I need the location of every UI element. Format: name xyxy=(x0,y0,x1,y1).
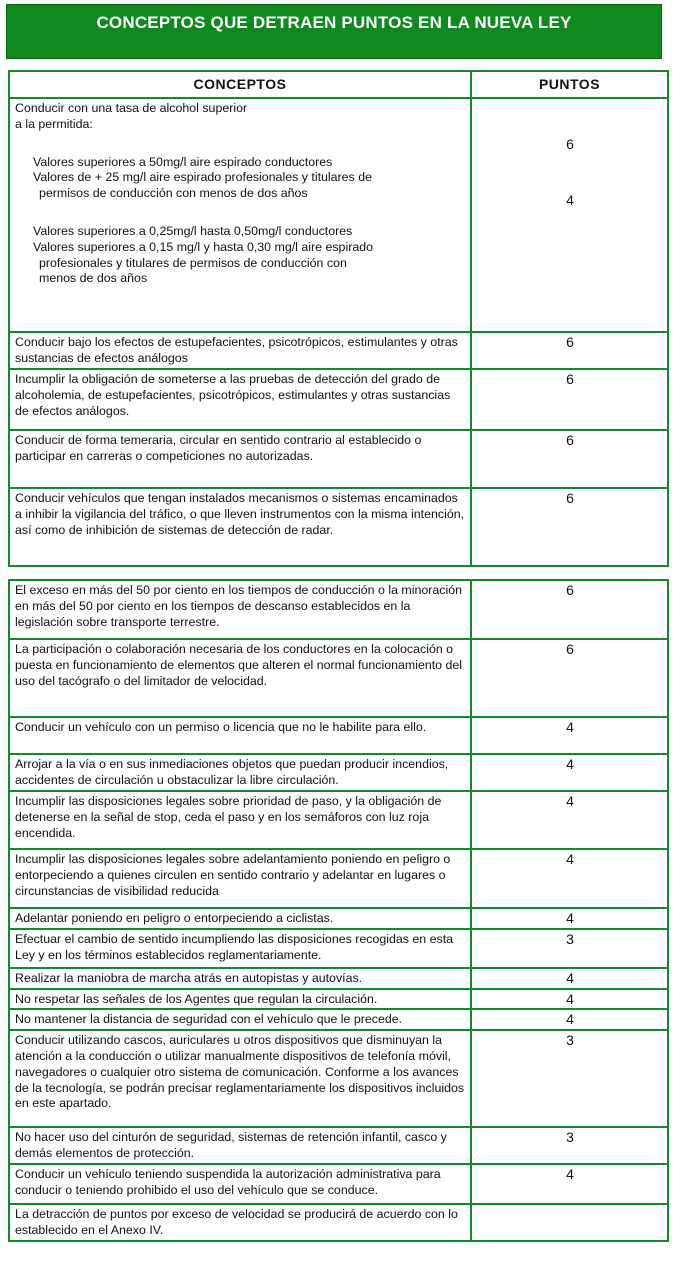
table-row xyxy=(9,754,668,791)
alcohol-concept-cell xyxy=(9,98,471,332)
table-row xyxy=(9,430,668,488)
table-row xyxy=(9,908,668,929)
points-cell: 4 xyxy=(471,754,668,791)
concept-cell: Conducir vehículos que tengan instalados mecanismos o sistemas encaminados a inhibir la vigilancia del tráfico, o que lleven instrumentos con la misma intención, así como de inhibición de sistemas de detección de radar. xyxy=(9,488,471,566)
concept-cell: Realizar la maniobra de marcha atrás en autopistas y autovías. xyxy=(9,968,471,989)
points-column-header: PUNTOS xyxy=(471,71,668,98)
points-cell: 3 xyxy=(471,1030,668,1127)
concept-cell: Arrojar a la vía o en sus inmediaciones objetos que puedan producir incendios, accidentes de circulación u obstaculizar la libre circulación. xyxy=(9,754,471,791)
table-row xyxy=(9,849,668,908)
table-row xyxy=(9,989,668,1010)
concept-cell: Conducir de forma temeraria, circular en sentido contrario al establecido o participar en carreras o competiciones no autorizadas. xyxy=(9,430,471,488)
concept-cell: Conducir bajo los efectos de estupefacientes, psicotrópicos, estimulantes y otras sustancias de efectos análogos xyxy=(9,332,471,369)
concept-cell: La detracción de puntos por exceso de velocidad se producirá de acuerdo con lo establecido en el Anexo IV. xyxy=(9,1204,471,1241)
concept-cell: Incumplir la obligación de someterse a las pruebas de detección del grado de alcoholemia, de estupefacientes, psicotrópicos, estimulantes y otras sustancias de efectos análogos. xyxy=(9,369,471,430)
concepts-column-header: CONCEPTOS xyxy=(9,71,471,98)
points-cell: 4 xyxy=(471,968,668,989)
alcohol-line-4: Valores superiores a 0,25mg/l hasta 0,50mg/l conductores xyxy=(33,223,353,238)
alcohol-line-1: Valores superiores a 50mg/l aire espirado conductores xyxy=(33,154,333,169)
alcohol-line-6: profesionales y titulares de permisos de conducción con xyxy=(39,255,347,270)
table-row xyxy=(9,369,668,430)
alcohol-line-3: permisos de conducción con menos de dos años xyxy=(39,186,308,201)
points-cell: 6 xyxy=(471,488,668,566)
table-row xyxy=(9,580,668,639)
alcohol-points-second: 4 xyxy=(566,191,574,208)
points-cell: 6 xyxy=(471,332,668,369)
points-cell: 4 xyxy=(471,989,668,1010)
concept-cell: Conducir un vehículo con un permiso o licencia que no le habilite para ello. xyxy=(9,717,471,754)
alcohol-points-first: 6 xyxy=(566,136,574,152)
points-cell: 6 xyxy=(471,430,668,488)
page-title-banner xyxy=(6,4,662,59)
concept-cell: No respetar las señales de los Agentes que regulan la circulación. xyxy=(9,989,471,1010)
alcohol-line-7: menos de dos años xyxy=(39,271,148,286)
points-cell xyxy=(471,1204,668,1241)
concept-cell: La participación o colaboración necesaria de los conductores en la colocación o puesta en funcionamiento de elementos que alteren el normal funcionamiento del uso del tacógrafo o del limitador de velocidad. xyxy=(9,639,471,717)
table-row xyxy=(9,1009,668,1030)
concept-cell: No hacer uso del cinturón de seguridad, sistemas de retención infantil, casco y demás elementos de protección. xyxy=(9,1127,471,1164)
table-header-row xyxy=(9,71,668,98)
concept-cell: No mantener la distancia de seguridad con el vehículo que le precede. xyxy=(9,1009,471,1030)
concept-cell: El exceso en más del 50 por ciento en los tiempos de conducción o la minoración en más del 50 por ciento en los tiempos de descanso establecidos en la legislación sobre transporte terrestre. xyxy=(9,580,471,639)
table-row xyxy=(9,1164,668,1204)
points-cell: 6 xyxy=(471,580,668,639)
concepts-table-part2 xyxy=(8,579,669,1242)
table-row xyxy=(9,639,668,717)
concept-cell: Incumplir las disposiciones legales sobre adelantamiento poniendo en peligro o entorpeciendo a quienes circulen en sentido contrario y adelantar en lugares o circunstancias de visibilidad reducida xyxy=(9,849,471,908)
table-row-alcohol xyxy=(9,98,668,332)
concept-cell: Conducir utilizando cascos, auriculares u otros dispositivos que disminuyan la atención a la conducción o utilizar manualmente dispositivos de telefonía móvil, navegadores o cualquier otro sistema de comunicación. Conforme a los avances de la tecnología, se podrán precisar reglamentariamente los dispositivos incluidos en este apartado. xyxy=(9,1030,471,1127)
alcohol-intro-line2: a la permitida: xyxy=(15,116,93,131)
points-cell: 4 xyxy=(471,849,668,908)
points-cell: 3 xyxy=(471,929,668,968)
points-cell: 6 xyxy=(471,639,668,717)
concept-cell: Incumplir las disposiciones legales sobre prioridad de paso, y la obligación de detenerse en la señal de stop, ceda el paso y en los semáforos con luz roja encendida. xyxy=(9,791,471,849)
table-row xyxy=(9,968,668,989)
alcohol-line-5: Valores superiores a 0,15 mg/l y hasta 0,30 mg/l aire espirado xyxy=(33,239,374,254)
table-row xyxy=(9,929,668,968)
table-row xyxy=(9,791,668,849)
table-row xyxy=(9,488,668,566)
table-row xyxy=(9,1030,668,1127)
alcohol-line-2: Valores de + 25 mg/l aire espirado profesionales y titulares de xyxy=(33,170,372,185)
alcohol-intro-line1: Conducir con una tasa de alcohol superior xyxy=(15,101,248,115)
concept-cell: Conducir un vehículo teniendo suspendida la autorización administrativa para conducir o teniendo prohibido el uso del vehículo que se conduce. xyxy=(9,1164,471,1204)
points-cell: 4 xyxy=(471,1164,668,1204)
concepts-table-part1 xyxy=(8,70,669,567)
points-cell: 3 xyxy=(471,1127,668,1164)
table-row xyxy=(9,1204,668,1241)
concept-cell: Adelantar poniendo en peligro o entorpeciendo a ciclistas. xyxy=(9,908,471,929)
alcohol-points-cell xyxy=(471,98,668,332)
page-title: CONCEPTOS QUE DETRAEN PUNTOS EN LA NUEVA LEY xyxy=(96,13,572,32)
table-row xyxy=(9,332,668,369)
points-cell: 4 xyxy=(471,1009,668,1030)
table-row xyxy=(9,717,668,754)
points-cell: 4 xyxy=(471,791,668,849)
concept-cell: Efectuar el cambio de sentido incumpliendo las disposiciones recogidas en esta Ley y en los términos establecidos reglamentariamente. xyxy=(9,929,471,968)
points-cell: 6 xyxy=(471,369,668,430)
points-cell: 4 xyxy=(471,908,668,929)
table-row xyxy=(9,1127,668,1164)
points-cell: 4 xyxy=(471,717,668,754)
